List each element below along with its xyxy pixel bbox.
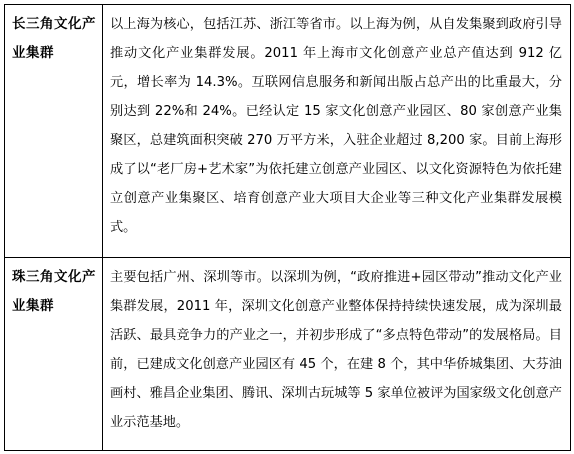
table-row-pearl — [5, 258, 571, 451]
row-body-cell — [103, 258, 571, 451]
row-body-cell — [103, 5, 571, 258]
table-row-yangtze — [5, 5, 571, 258]
row-description: 以上海为核心，包括江苏、浙江等省市。以上海为例，从自发集聚到政府引导推动文化产业集群发展。2011 年上海市文化创意产业总产值达到 912 亿元，增长率为 14.3%。互联网信息服务和新闻出版占总产出的比重最大，分别达到 22%和 24%。已经认定 15 家文化创意产业园区、80 家创意产业集聚区，总建筑面积突破 270 万平方米，入驻企业超过 8,200 家。目前上海形成了以“老厂房+艺术家”为依托建立创意产业园区、以文化资源特色为依托建立创意产业集聚区、培育创意产业大项目大企业等三种文化产业集群发展模式。 — [110, 17, 562, 235]
row-label-cell — [5, 258, 103, 451]
row-label: 珠三角文化产业集群 — [12, 269, 96, 314]
cluster-table — [4, 4, 571, 451]
row-description: 主要包括广州、深圳等市。以深圳为例，“政府推进+园区带动”推动文化产业集群发展，2011 年，深圳文化创意产业整体保持持续快速发展，成为深圳最活跃、最具竞争力的产业之一，并初步形成了“多点特色带动”的发展格局。目前，已建成文化创意产业园区有 45 个，在建 8 个，其中华侨城集团、大芬油画村、雅昌企业集团、腾讯、深圳古玩城等 5 家单位被评为国家级文化创意产业示范基地。 — [110, 270, 562, 430]
row-label: 长三角文化产业集群 — [12, 16, 96, 61]
row-label-cell — [5, 5, 103, 258]
